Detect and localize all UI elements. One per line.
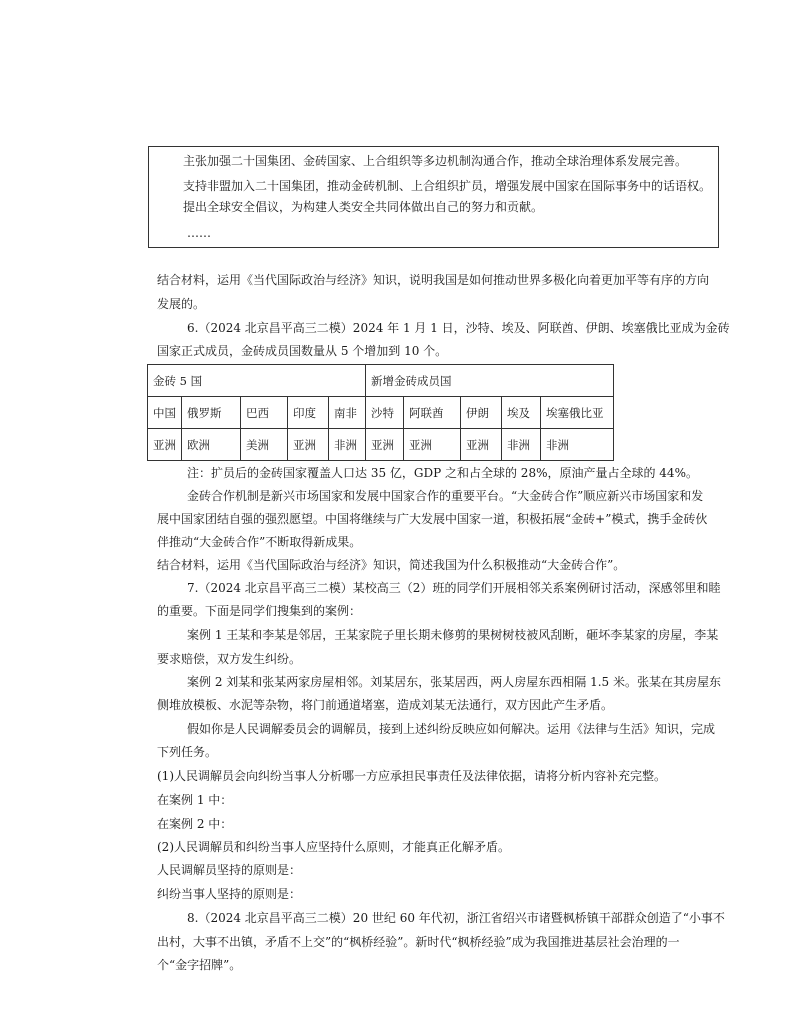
q8-intro-line: 个“金字招牌”。 <box>157 958 242 972</box>
table-row <box>148 429 614 461</box>
q6-prompt: 结合材料，运用《当代国际政治与经济》知识，简述我国为什么积极推动“大金砖合作”。 <box>157 558 626 572</box>
q7-task-line: 下列任务。 <box>157 745 218 759</box>
q7-sub2: (2)人民调解员和纠纷当事人应坚持什么原则，才能真正化解矛盾。 <box>157 840 511 854</box>
q6-para-line: 展中国家团结自强的强烈愿望。中国将继续与广大发展中国家一道，积极拓展“金砖+”模式，携手金砖伙 <box>157 512 708 526</box>
table-cell-country: 埃及 <box>502 397 541 429</box>
brics-members-table <box>147 364 614 461</box>
table-group-header: 金砖 5 国 <box>148 365 366 397</box>
table-row <box>148 397 614 429</box>
q5-prompt-line: 发展的。 <box>157 297 206 311</box>
q6-para-line: 金砖合作机制是新兴市场国家和发展中国家合作的重要平台。“大金砖合作”顺应新兴市场国家和发 <box>187 489 704 503</box>
q7-case2-line: 案例 2 刘某和张某两家房屋相邻。刘某居东，张某居西，两人房屋东西相隔 1.5 米。张某在其房屋东 <box>187 675 721 689</box>
q7-case2-line: 侧堆放模板、水泥等杂物，将门前通道堵塞，造成刘某无法通行，双方因此产生矛盾。 <box>157 698 614 712</box>
box-line: 主张加强二十国集团、金砖国家、上合组织等多边机制沟通合作，推动全球治理体系发展完善。 <box>183 154 688 168</box>
table-cell-country: 俄罗斯 <box>182 397 241 429</box>
q7-case2-answer: 在案例 2 中： <box>157 817 233 831</box>
table-cell-continent: 亚洲 <box>404 429 461 461</box>
q6-intro-line: 国家正式成员，金砖成员国数量从 5 个增加到 10 个。 <box>157 344 448 358</box>
q7-mediator-answer: 人民调解员坚持的原则是： <box>157 863 302 877</box>
q7-sub1: (1)人民调解员会向纠纷当事人分析哪一方应承担民事责任及法律依据，请将分析内容补充完整。 <box>157 769 667 783</box>
table-cell-continent: 亚洲 <box>366 429 404 461</box>
table-cell-continent: 非洲 <box>502 429 541 461</box>
box-ellipsis: …… <box>187 226 211 240</box>
table-cell-country: 阿联酋 <box>404 397 461 429</box>
table-cell-continent: 亚洲 <box>148 429 182 461</box>
q7-case1-line: 案例 1 王某和李某是邻居，王某家院子里长期未修剪的果树树枝被风刮断，砸坏李某家的房屋，李某 <box>187 628 719 642</box>
q7-case1-line: 要求赔偿，双方发生纠纷。 <box>157 652 302 666</box>
table-cell-country: 伊朗 <box>461 397 502 429</box>
q5-prompt-line: 结合材料，运用《当代国际政治与经济》知识，说明我国是如何推动世界多极化向着更加平等有序的方向 <box>157 273 710 287</box>
table-cell-continent: 非洲 <box>541 429 614 461</box>
table-cell-country: 巴西 <box>241 397 288 429</box>
q7-task-line: 假如你是人民调解委员会的调解员，接到上述纠纷反映应如何解决。运用《法律与生活》知识，完成 <box>187 722 716 736</box>
q7-intro-line: 的重要。下面是同学们搜集到的案例： <box>157 604 362 618</box>
q6-intro-line: 6.（2024 北京昌平高三二模）2024 年 1 月 1 日，沙特、埃及、阿联酋、伊朗、埃塞俄比亚成为金砖 <box>187 321 730 335</box>
q7-party-answer: 纠纷当事人坚持的原则是： <box>157 887 302 901</box>
table-cell-country: 沙特 <box>366 397 404 429</box>
table-group-header: 新增金砖成员国 <box>366 365 614 397</box>
table-row <box>148 365 614 397</box>
table-cell-continent: 亚洲 <box>461 429 502 461</box>
q8-intro-line: 出村，大事不出镇，矛盾不上交”的“枫桥经验”。新时代“枫桥经验”成为我国推进基层社会治理的一 <box>157 935 680 949</box>
table-cell-country: 南非 <box>329 397 366 429</box>
table-cell-country: 印度 <box>288 397 329 429</box>
table-cell-continent: 欧洲 <box>182 429 241 461</box>
q7-intro-line: 7.（2024 北京昌平高三二模）某校高三（2）班的同学们开展相邻关系案例研讨活动，深感邻里和睦 <box>187 581 721 595</box>
table-cell-continent: 非洲 <box>329 429 366 461</box>
q7-case1-answer: 在案例 1 中： <box>157 793 233 807</box>
q8-intro-line: 8.（2024 北京昌平高三二模）20 世纪 60 年代初，浙江省绍兴市诸暨枫桥镇干部群众创造了“小事不 <box>187 911 725 925</box>
table-cell-country: 埃塞俄比亚 <box>541 397 614 429</box>
table-cell-continent: 亚洲 <box>288 429 329 461</box>
box-line: 提出全球安全倡议，为构建人类安全共同体做出自己的努力和贡献。 <box>183 200 544 214</box>
table-cell-continent: 美洲 <box>241 429 288 461</box>
q6-para-line: 伴推动“大金砖合作”不断取得新成果。 <box>157 535 362 549</box>
box-line: 支持非盟加入二十国集团，推动金砖机制、上合组织扩员，增强发展中国家在国际事务中的话语权。 <box>183 179 712 193</box>
table-cell-country: 中国 <box>148 397 182 429</box>
q6-note: 注：扩员后的金砖国家覆盖人口达 35 亿，GDP 之和占全球的 28%，原油产量占全球的 44%。 <box>187 466 698 480</box>
